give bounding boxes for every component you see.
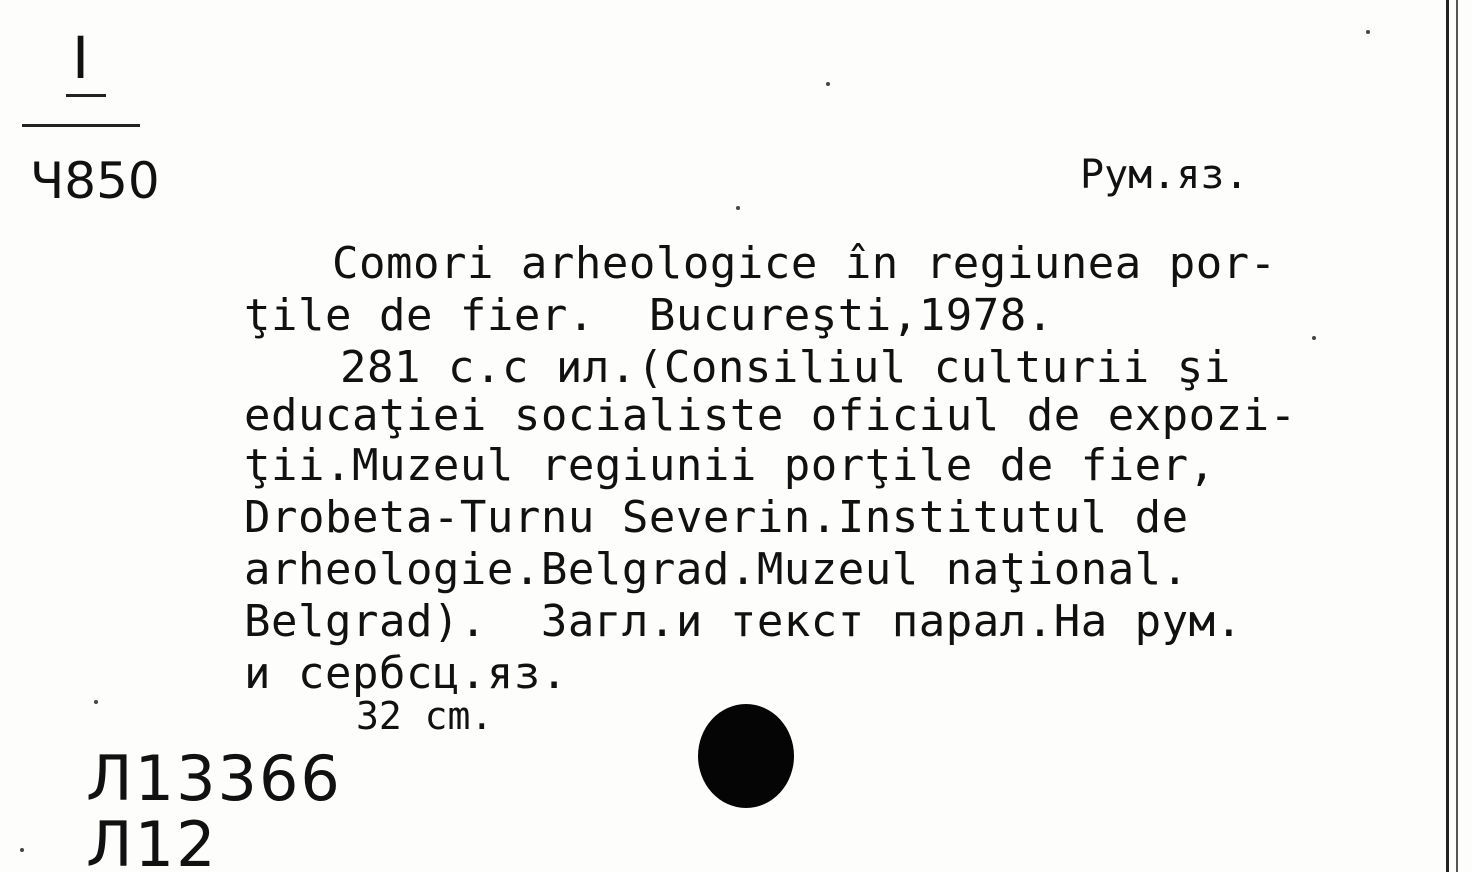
body-line-2: ţile de fier. Bucureşti,1978.	[244, 290, 1054, 341]
size-note: 32 cm.	[356, 694, 494, 738]
body-line-6: Drobeta-Turnu Severin.Institutul de	[244, 492, 1189, 543]
call-number-divider	[22, 124, 140, 127]
body-line-9: и сербсц.яз.	[244, 648, 568, 699]
body-line-8: Belgrad). Загл.и текст парал.На рум.	[244, 596, 1243, 647]
speck	[1366, 30, 1370, 34]
speck	[826, 82, 830, 86]
call-number-bottom: Ч850	[30, 152, 160, 210]
language-note: Рум.яз.	[1080, 152, 1249, 198]
punch-hole	[698, 704, 794, 808]
body-line-1: Comori arheologice în regiunea por-	[332, 238, 1277, 289]
speck	[94, 700, 98, 704]
body-line-7: arheologie.Belgrad.Muzeul naţional.	[244, 544, 1189, 595]
body-line-5: ţii.Muzeul regiunii porţile de fier,	[244, 440, 1216, 491]
body-line-4: educaţiei socialiste oficiul de expozi-	[244, 390, 1297, 441]
call-number-top: I	[72, 24, 92, 92]
card-edge	[1446, 0, 1449, 872]
call-number-underline	[66, 94, 106, 97]
inventory-number-1: Л13366	[86, 742, 342, 815]
speck	[1312, 336, 1316, 340]
body-line-3: 281 c.c ил.(Consiliul culturii şi	[340, 342, 1231, 393]
inventory-number-2: Л12	[86, 808, 218, 881]
speck	[20, 848, 24, 852]
speck	[736, 206, 740, 210]
card-edge-inner	[1456, 0, 1458, 872]
